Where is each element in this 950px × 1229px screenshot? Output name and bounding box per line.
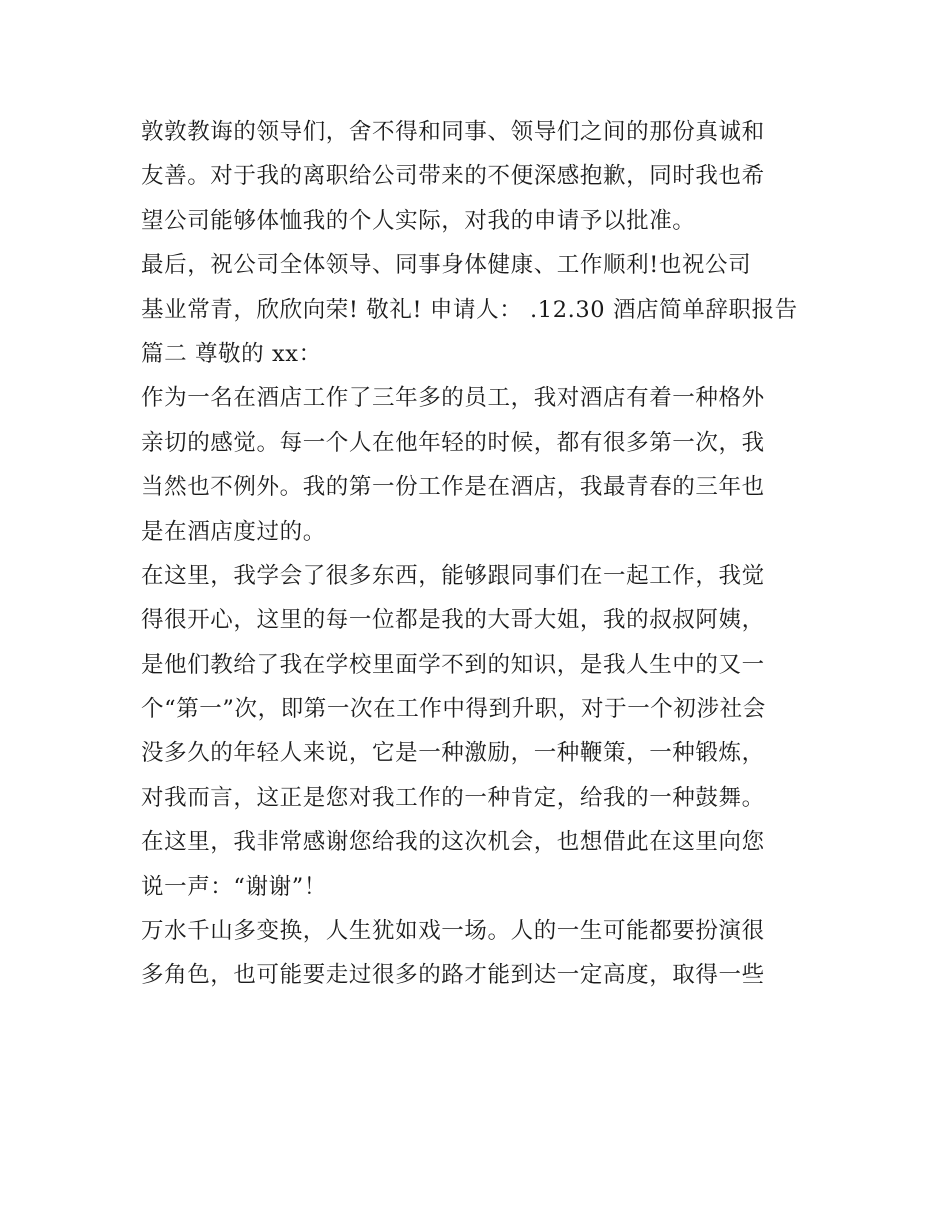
text-line: 最后，祝公司全体领导、同事身体健康、工作顺利!也祝公司 <box>141 252 752 279</box>
text-line: 在这里，我学会了很多东西，能够跟同事们在一起工作，我觉 <box>141 562 765 589</box>
text-line: 篇二 尊敬的 xx： <box>141 340 322 367</box>
text-line: 在这里，我非常感谢您给我的这次机会，也想借此在这里向您 <box>141 829 765 856</box>
text-line: 是在酒店度过的。 <box>141 518 326 545</box>
text-line: 基业常青，欣欣向荣! 敬礼! 申请人： .12.30 酒店简单辞职报告 <box>141 296 798 323</box>
text-line: 对我而言，这正是您对我工作的一种肯定，给我的一种鼓舞。 <box>141 784 765 811</box>
text-line: 是他们教给了我在学校里面学不到的知识，是我人生中的又一 <box>141 651 765 678</box>
body-text <box>141 110 821 998</box>
text-line: 敦敦教诲的领导们，舍不得和同事、领导们之间的那份真诚和 <box>141 119 765 145</box>
text-line: 友善。对于我的离职给公司带来的不便深感抱歉，同时我也希 <box>141 163 765 190</box>
text-line: 当然也不例外。我的第一份工作是在酒店，我最青春的三年也 <box>141 474 765 501</box>
text-line: 作为一名在酒店工作了三年多的员工，我对酒店有着一种格外 <box>141 385 765 412</box>
text-line: 望公司能够体恤我的个人实际，对我的申请予以批准。 <box>141 207 696 234</box>
text-line: 个“第一”次，即第一次在工作中得到升职，对于一个初涉社会 <box>141 696 766 723</box>
text-line: 万水千山多变换，人生犹如戏一场。人的一生可能都要扮演很 <box>141 918 765 945</box>
text-line: 多角色，也可能要走过很多的路才能到达一定高度，取得一些 <box>141 962 765 989</box>
text-line: 没多久的年轻人来说，它是一种激励，一种鞭策，一种锻炼， <box>141 740 765 767</box>
text-line: 得很开心，这里的每一位都是我的大哥大姐，我的叔叔阿姨， <box>141 607 765 634</box>
text-line: 说一声：“谢谢”！ <box>141 873 327 900</box>
text-line: 亲切的感觉。每一个人在他年轻的时候，都有很多第一次，我 <box>141 429 765 456</box>
